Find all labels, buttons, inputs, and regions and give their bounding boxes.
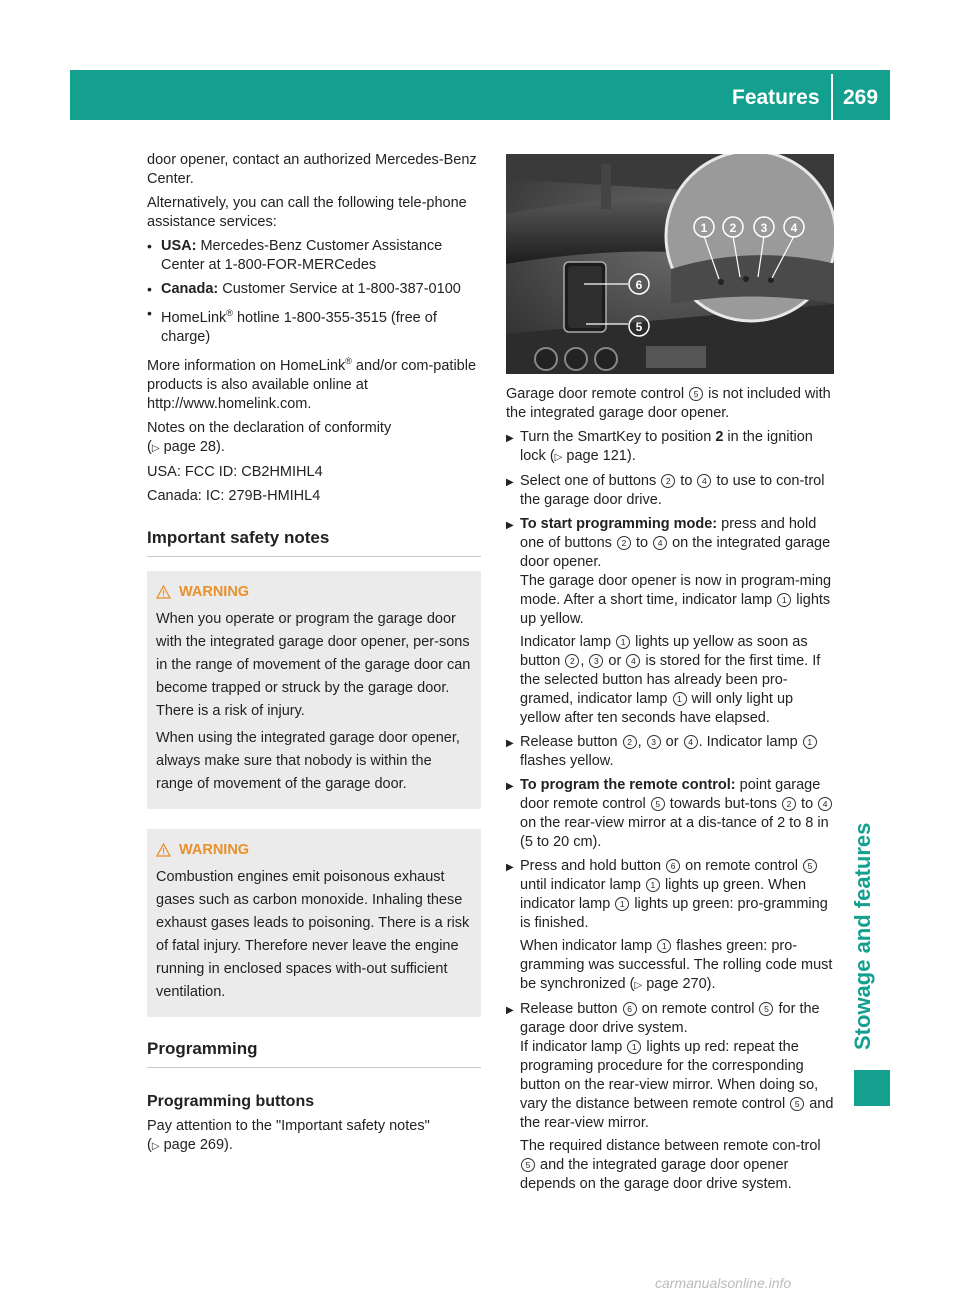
svg-text:2: 2 — [729, 221, 737, 235]
list-item: • HomeLink® hotline 1-800-355-3515 (free of charge) — [147, 304, 481, 347]
warning-box — [147, 571, 481, 809]
warning-text: Combustion engines emit poisonous exhaust gases such as carbon monoxide. Inhaling these exhaust gases leads to poisoning. There is a risk of fatal injury. Therefore never leave the engine running in enclosed spaces with-out sufficient ventilation. — [156, 868, 470, 1000]
step-item: ▶ Select one of buttons 2 to 4 to use to con-trol the garage door drive. — [506, 472, 834, 510]
step-item: ▶ To program the remote control: point garage door remote control 5 towards but-tons 2 to 4 on the rear-view mirror at a dis-tance of 2 to 8 in (5 to 20 cm). — [506, 776, 834, 852]
page-number: 269 — [843, 86, 879, 109]
warning-icon — [156, 843, 171, 857]
warning-label: WARNING — [179, 841, 250, 858]
pointer-icon: ▷ — [554, 452, 563, 463]
warning-label: WARNING — [179, 583, 250, 600]
svg-text:6: 6 — [635, 278, 643, 292]
list-item: • USA: Mercedes-Benz Customer Assistance Center at 1-800-FOR-MERCedes — [147, 237, 481, 275]
svg-text:4: 4 — [790, 221, 798, 235]
step-item: ▶ Press and hold button 6 on remote control 5 until indicator lamp 1 lights up green. When indicator lamp 1 lights up green: pro-gramming is finished. When indicator lamp 1 flashes green: pro-gramming was successful. The rolling code must be synchronized (▷ page 270). — [506, 857, 834, 995]
paragraph: More information on HomeLink® and/or com-patible products is also available online at http://www.homelink.com. — [147, 355, 477, 412]
header-divider — [831, 74, 833, 120]
paragraph: Garage door remote control 5 is not included with the integrated garage door opener. — [506, 386, 831, 421]
heading-safety: Important safety notes — [147, 528, 481, 557]
svg-text:1: 1 — [700, 221, 708, 235]
chapter-tab — [854, 1070, 890, 1106]
left-column — [147, 151, 481, 1161]
ic-id: Canada: IC: 279B-HMIHL4 — [147, 487, 321, 504]
step-item: ▶ Release button 6 on remote control 5 for the garage door drive system. If indicator lamp 1 lights up red: repeat the programing procedure for the corresponding button on the rear-view mirror. When doing so, vary the distance between remote control 5 and the rear-view mirror. The required distance between remote con-trol 5 and the integrated garage door opener depends on the garage door drive system. — [506, 1000, 834, 1194]
paragraph: Notes on the declaration of conformity (▷ page 28). — [147, 419, 392, 455]
warning-text: When you operate or program the garage door with the integrated garage door opener, per-sons in the range of movement of the garage door can become trapped or struck by the garage door. There is a risk of injury. — [156, 610, 471, 719]
heading-programming: Programming — [147, 1039, 481, 1068]
step-item: ▶ Release button 2 , 3 or 4 . Indicator lamp 1 flashes yellow. — [506, 733, 834, 771]
pointer-icon: ▷ — [151, 442, 160, 454]
warning-box — [147, 829, 481, 1017]
step-item: ▶ Turn the SmartKey to position 2 in the ignition lock (▷ page 121). — [506, 428, 834, 467]
section-title: Features — [732, 86, 820, 109]
pointer-icon: ▷ — [634, 980, 643, 991]
warning-text: When using the integrated garage door opener, always make sure that nobody is within the range of movement of the garage door. — [156, 729, 460, 792]
paragraph: Alternatively, you can call the following tele-phone assistance services: — [147, 195, 467, 230]
svg-text:3: 3 — [760, 221, 768, 235]
heading-programming-buttons: Programming buttons — [147, 1092, 315, 1110]
fcc-id: USA: FCC ID: CB2HMIHL4 — [147, 463, 323, 480]
step-item: ▶ To start programming mode: press and hold one of buttons 2 to 4 on the integrated garage door opener. The garage door opener is now in program-ming mode. After a short time, indicator lamp 1 lights up yellow. Indicator lamp 1 lights up yellow as soon as button 2 , 3 or 4 is stored for the first time. If the selected button has already been pro-gramed, indicator lamp 1 will only light up yellow after ten seconds have elapsed. — [506, 515, 834, 728]
right-column — [506, 385, 834, 1199]
callout-ref: 5 — [689, 387, 703, 401]
garage-door-opener-figure — [506, 154, 834, 374]
pointer-icon: ▷ — [151, 1140, 160, 1152]
paragraph: door opener, contact an authorized Mercedes-Benz Center. — [147, 152, 477, 187]
footer-watermark: carmanualsonline.info — [655, 1275, 792, 1291]
side-chapter-text: Stowage and features — [850, 822, 875, 1050]
warning-icon — [156, 585, 171, 599]
svg-text:5: 5 — [635, 320, 643, 334]
paragraph: Pay attention to the "Important safety notes" (▷ page 269). — [147, 1117, 430, 1153]
list-item: • Canada: Customer Service at 1-800-387-0100 — [147, 280, 481, 299]
